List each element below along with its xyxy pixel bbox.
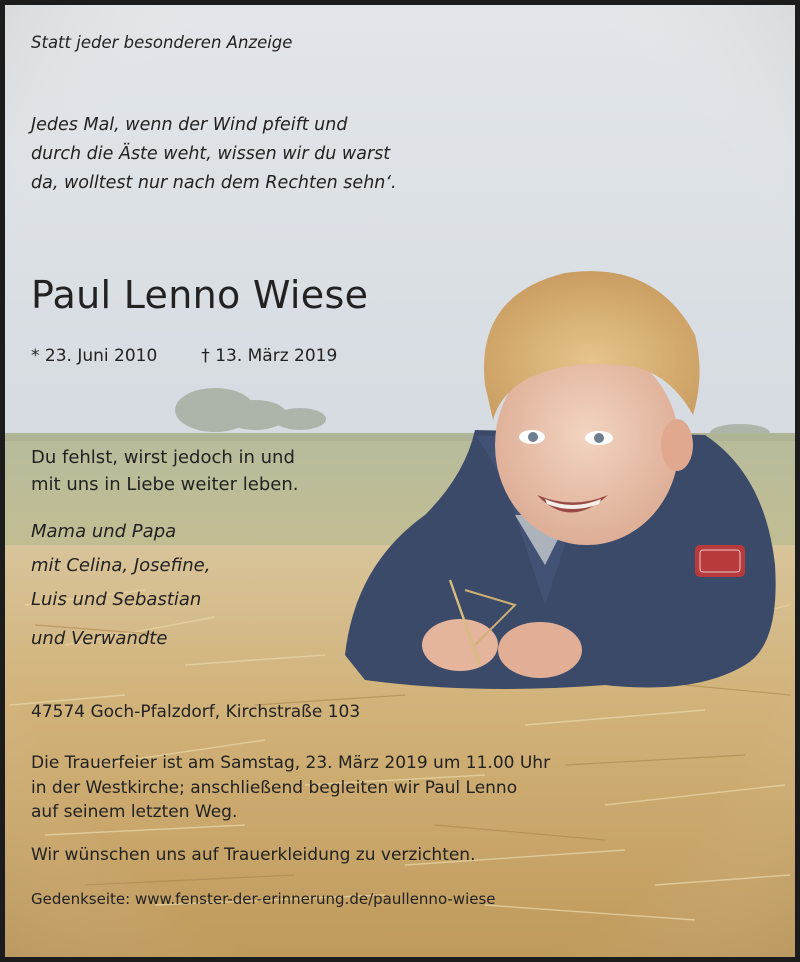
signer-line: Mama und Papa (31, 521, 177, 542)
poem (31, 111, 397, 198)
service-line: Die Trauerfeier ist am Samstag, 23. März 2019 um 11.00 Uhr (31, 753, 551, 773)
love-line: Du fehlst, wirst jedoch in und (31, 447, 295, 468)
love-line: mit uns in Liebe weiter leben. (31, 474, 299, 495)
signer-line: Luis und Sebastian (31, 589, 202, 610)
poem-line: durch die Äste weht, wissen wir du warst (31, 144, 391, 164)
life-dates (31, 346, 337, 366)
service-line: auf seinem letzten Weg. (31, 802, 238, 822)
poem-line: Jedes Mal, wenn der Wind pfeift und (31, 115, 348, 135)
signer-line: und Verwandte (31, 628, 168, 649)
service-line: in der Westkirche; anschließend begleiten wir Paul Lenno (31, 777, 518, 798)
address: 47574 Goch-Pfalzdorf, Kirchstraße 103 (31, 702, 361, 722)
dress-note: Wir wünschen uns auf Trauerkleidung zu verzichten. (31, 845, 476, 865)
poem-line: da, wolltest nur nach dem Rechten sehn‘. (31, 173, 397, 193)
signers (31, 515, 210, 656)
intro-line: Statt jeder besonderen Anzeige (31, 33, 293, 52)
service-info (31, 751, 550, 825)
death-date: † 13. März 2019 (201, 346, 338, 366)
love-text (31, 444, 298, 498)
signer-line: mit Celina, Josefine, (31, 555, 211, 576)
deceased-name: Paul Lenno Wiese (31, 273, 369, 317)
memorial-website: Gedenkseite: www.fenster-der-erinnerung.de/paullenno-wiese (31, 890, 496, 908)
birth-date: * 23. Juni 2010 (31, 346, 158, 366)
